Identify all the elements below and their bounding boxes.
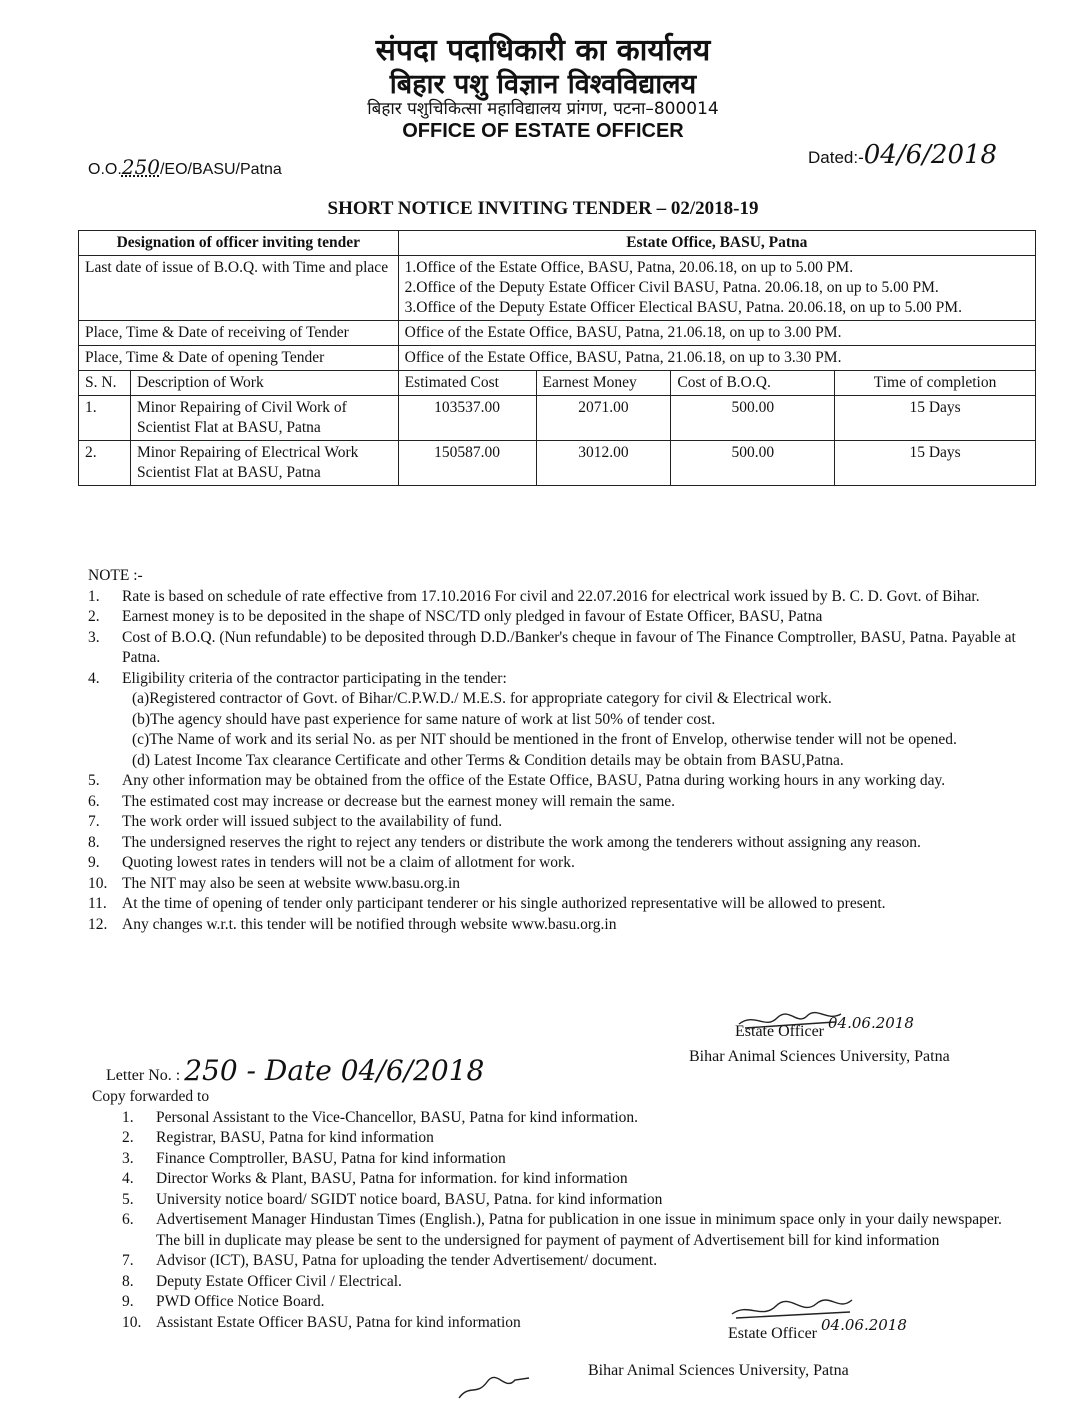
list-item <box>88 587 1018 608</box>
row-time: 15 Days <box>835 396 1036 441</box>
item-number: 12. <box>88 915 108 933</box>
item-text: Earnest money is to be deposited in the shape of NSC/TD only pledged in favour of Estate Officer, BASU, Patna <box>122 608 823 625</box>
item-number: 9. <box>88 854 100 871</box>
item-number: 10. <box>122 1313 142 1331</box>
item-text: Rate is based on schedule of rate effective from 17.10.2016 For civil and 22.07.2016 for electrical work issued by B. C. D. Govt. of Bihar. <box>122 587 980 605</box>
ref-prefix: O.O. <box>88 161 122 178</box>
initials-scribble <box>455 1374 535 1402</box>
item-number: 4. <box>122 1170 134 1187</box>
row-time: 15 Days <box>835 441 1036 486</box>
column-header: Time of completion <box>835 371 1036 396</box>
item-number: 1. <box>122 1108 134 1126</box>
dated-label: Dated:- <box>808 148 864 167</box>
item-number: 7. <box>122 1252 134 1269</box>
ref-suffix: /EO/BASU/Patna <box>159 161 282 178</box>
hindi-header-office: संपदा पदाधिकारी का कार्यालय <box>375 33 711 68</box>
column-header: Estimated Cost <box>398 371 536 396</box>
item-text: Personal Assistant to the Vice-Chancellor, BASU, Patna for kind information. <box>156 1108 639 1126</box>
item-number: 2. <box>122 1129 134 1146</box>
item-number: 5. <box>88 772 100 789</box>
item-number: 8. <box>122 1272 134 1290</box>
list-item <box>92 1210 1022 1251</box>
university-name: Bihar Animal Sciences University, Patna <box>689 1048 950 1065</box>
table-row <box>79 441 1036 486</box>
item-text: Advisor (ICT), BASU, Patna for uploading the tender Advertisement/ document. <box>156 1252 658 1269</box>
list-item <box>88 894 1018 915</box>
table-row <box>79 321 1036 346</box>
item-text: PWD Office Notice Board. <box>156 1293 325 1310</box>
list-item <box>88 833 1018 854</box>
row-sn: 2. <box>79 441 131 486</box>
letter-label: Letter No. : <box>106 1067 181 1084</box>
table-row <box>79 231 1036 256</box>
list-item <box>92 1108 1022 1129</box>
sub-item: (a)Registered contractor of Govt. of Bihar/C.P.W.D./ M.E.S. for appropriate category for civil & Electrical work. <box>132 690 832 707</box>
boq-value-3: 3.Office of the Deputy Estate Officer Electical BASU, Patna. 20.06.18, on up to 5.00 PM. <box>404 299 962 316</box>
boq-values <box>398 256 1035 321</box>
list-item <box>92 1272 1022 1293</box>
list-item <box>88 812 1018 833</box>
row-cost: 103537.00 <box>398 396 536 441</box>
hindi-header-university: बिहार पशु विज्ञान विश्वविद्यालय <box>389 69 697 100</box>
row-emd: 2071.00 <box>536 396 671 441</box>
designation-value: Estate Office, BASU, Patna <box>398 231 1035 256</box>
item-text: Cost of B.O.Q. (Nun refundable) to be deposited through D.D./Banker's cheque in favour of The Finance Comptroller, BASU, Patna. Payable at Patna. <box>122 628 1016 666</box>
item-text: Director Works & Plant, BASU, Patna for information. for kind information <box>156 1170 628 1187</box>
boq-label: Last date of issue of B.O.Q. with Time and place <box>79 256 399 321</box>
item-text: The undersigned reserves the right to reject any tenders or distribute the work among the tenderers without assigning any reason. <box>122 833 921 851</box>
column-header: Cost of B.O.Q. <box>671 371 835 396</box>
receiving-label: Place, Time & Date of receiving of Tender <box>79 321 399 346</box>
table-row <box>79 256 1036 321</box>
list-item <box>88 915 708 936</box>
item-text: Finance Comptroller, BASU, Patna for kind information <box>156 1149 506 1167</box>
list-item <box>88 874 1018 895</box>
signature-title: Estate Officer <box>735 1023 824 1040</box>
item-text: Registrar, BASU, Patna for kind information <box>156 1129 434 1146</box>
item-number: 4. <box>88 669 100 687</box>
row-desc: Minor Repairing of Electrical Work Scientist Flat at BASU, Patna <box>130 441 398 486</box>
list-item <box>88 771 1018 792</box>
item-number: 3. <box>122 1149 134 1167</box>
column-header: S. N. <box>79 371 131 396</box>
table-row <box>79 346 1036 371</box>
item-number: 6. <box>88 792 100 810</box>
sub-item: (b)The agency should have past experience for same nature of work at list 50% of tender cost. <box>132 710 716 728</box>
item-text: The work order will issued subject to the availability of fund. <box>122 813 503 830</box>
item-number: 3. <box>88 628 100 646</box>
item-number: 2. <box>88 608 100 625</box>
item-number: 1. <box>88 587 100 605</box>
copy-section <box>92 1087 1022 1333</box>
ref-number: 250 <box>121 155 160 179</box>
opening-value: Office of the Estate Office, BASU, Patna, 21.06.18, on up to 3.30 PM. <box>398 346 1035 371</box>
item-text: Any changes w.r.t. this tender will be notified through website www.basu.org.in <box>122 915 617 933</box>
designation-label: Designation of officer inviting tender <box>79 231 399 256</box>
table-row <box>79 396 1036 441</box>
notice-title: SHORT NOTICE INVITING TENDER – 02/2018-19 <box>327 198 759 219</box>
item-text: At the time of opening of tender only participant tenderer or his single authorized representative will be allowed to present. <box>122 895 886 912</box>
item-number: 10. <box>88 874 108 892</box>
signature-title: Estate Officer <box>728 1325 817 1342</box>
dated <box>808 140 997 170</box>
item-text: Deputy Estate Officer Civil / Electrical. <box>156 1272 402 1290</box>
signature-1 <box>735 1014 914 1041</box>
university-name: Bihar Animal Sciences University, Patna <box>588 1362 849 1379</box>
row-boq: 500.00 <box>671 396 835 441</box>
column-header: Description of Work <box>130 371 398 396</box>
list-item <box>92 1292 1022 1313</box>
notes-heading: NOTE :- <box>88 567 143 584</box>
list-item <box>92 1251 1022 1272</box>
row-desc: Minor Repairing of Civil Work of Scientist Flat at BASU, Patna <box>130 396 398 441</box>
copy-heading: Copy forwarded to <box>92 1088 210 1105</box>
row-emd: 3012.00 <box>536 441 671 486</box>
tender-table <box>78 230 1036 486</box>
item-text: Assistant Estate Officer BASU, Patna for kind information <box>156 1313 521 1331</box>
item-text: University notice board/ SGIDT notice board, BASU, Patna. for kind information <box>156 1190 663 1208</box>
list-item <box>92 1128 1022 1149</box>
signature-date: 04.06.2018 <box>828 1014 914 1032</box>
item-text: Eligibility criteria of the contractor participating in the tender: <box>122 669 507 687</box>
list-item <box>88 792 1018 813</box>
list-item <box>92 1190 1022 1211</box>
boq-value-2: 2.Office of the Deputy Estate Officer Civil BASU, Patna. 20.06.18, on up to 5.00 PM. <box>404 279 939 296</box>
letter-value: 250 - Date 04/6/2018 <box>184 1054 485 1087</box>
item-text: Advertisement Manager Hindustan Times (English.), Patna for publication in one issue in minimum space only in your daily newspaper. The bill in duplicate may please be sent to the undersigned for payment of payment of Advertisement bill for kind information <box>156 1211 1002 1249</box>
item-text: Any other information may be obtained from the office of the Estate Office, BASU, Patna during working hours in any working day. <box>122 772 946 789</box>
opening-label: Place, Time & Date of opening Tender <box>79 346 399 371</box>
row-cost: 150587.00 <box>398 441 536 486</box>
item-number: 5. <box>122 1190 134 1208</box>
item-number: 9. <box>122 1293 134 1310</box>
item-text: The estimated cost may increase or decrease but the earnest money will remain the same. <box>122 792 676 810</box>
row-boq: 500.00 <box>671 441 835 486</box>
table-header-row <box>79 371 1036 396</box>
sub-item: (d) Latest Income Tax clearance Certificate and other Terms & Condition details may be obtain from BASU,Patna. <box>132 751 844 769</box>
signature-date: 04.06.2018 <box>821 1316 907 1334</box>
receiving-value: Office of the Estate Office, BASU, Patna, 21.06.18, on up to 3.00 PM. <box>398 321 1035 346</box>
dated-value: 04/6/2018 <box>863 140 998 170</box>
list-item <box>92 1149 1022 1170</box>
column-header: Earnest Money <box>536 371 671 396</box>
office-title: OFFICE OF ESTATE OFFICER <box>402 120 684 142</box>
item-number: 11. <box>88 895 107 912</box>
item-number: 8. <box>88 833 100 851</box>
item-text: Quoting lowest rates in tenders will not be a claim of allotment for work. <box>122 854 575 871</box>
letter-number <box>106 1054 484 1087</box>
notes-section <box>88 566 1018 935</box>
order-reference <box>88 155 282 179</box>
hindi-header-address: बिहार पशुचिकित्सा महाविद्यालय प्रांगण, पटना–800014 <box>367 99 719 119</box>
list-item <box>88 669 1018 690</box>
signature-2 <box>728 1316 907 1343</box>
row-sn: 1. <box>79 396 131 441</box>
list-item <box>88 607 1018 628</box>
item-number: 6. <box>122 1211 134 1228</box>
list-item <box>88 853 1018 874</box>
item-text: The NIT may also be seen at website www.basu.org.in <box>122 874 461 892</box>
sub-item: (c)The Name of work and its serial No. as per NIT should be mentioned in the front of Envelop, otherwise tender will not be opened. <box>132 731 957 748</box>
item-number: 7. <box>88 813 100 830</box>
list-item <box>88 628 1018 669</box>
list-item <box>92 1169 1022 1190</box>
boq-value-1: 1.Office of the Estate Office, BASU, Patna, 20.06.18, on up to 5.00 PM. <box>404 259 854 276</box>
